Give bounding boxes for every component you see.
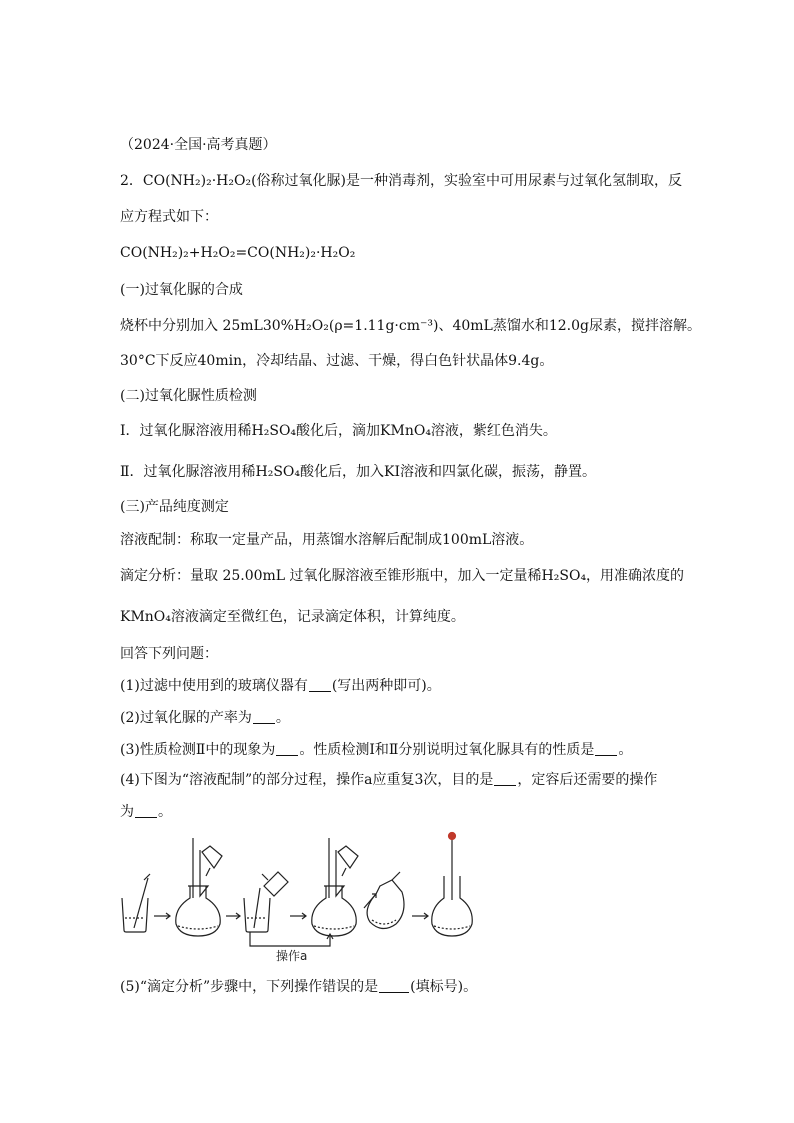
section-synthesis-heading: (一)过氧化脲的合成 <box>120 282 243 298</box>
answer-blank[interactable] <box>494 771 516 786</box>
arrow-icon <box>154 913 170 919</box>
questions-intro: 回答下列问题： <box>120 646 218 662</box>
tilted-flask-shaking <box>367 872 404 929</box>
answer-blank[interactable] <box>253 709 275 724</box>
sub-question-4-line1 <box>120 770 657 790</box>
volumetric-flask-with-funnel <box>176 838 222 936</box>
arrow-icon <box>290 913 306 919</box>
sub-question-4-mid: ，定容后还需要的操作 <box>517 772 658 788</box>
section-property-heading: (二)过氧化脲性质检测 <box>120 388 257 404</box>
sub-question-1-text: (1)过滤中使用到的玻璃仪器有 <box>120 678 308 694</box>
answer-blank[interactable] <box>379 978 409 993</box>
section-purity-heading: (三)产品纯度测定 <box>120 499 229 515</box>
question-2-stem-line1: 2．CO(NH₂)₂·H₂O₂(俗称过氧化脲)是一种消毒剂，实验室中可用尿素与过氧化氢制取，反 <box>120 173 682 189</box>
sub-question-5-text: (5)“滴定分析”步骤中，下列操作错误的是 <box>120 979 379 995</box>
solution-preparation-figure <box>118 828 478 968</box>
synthesis-step-1: 烧杯中分别加入 25mL30%H₂O₂(ρ=1.11g·cm⁻³)、40mL蒸馏水和12.0g尿素，搅拌溶解。 <box>120 318 701 334</box>
volumetric-flask-with-dropper <box>432 833 473 937</box>
beaker-with-rod <box>122 874 150 932</box>
arrow-icon <box>226 913 240 919</box>
volumetric-flask-with-funnel <box>312 838 358 936</box>
sub-question-3-text: (3)性质检测Ⅱ中的现象为 <box>120 742 276 758</box>
sub-question-2-tail: 。 <box>275 710 290 726</box>
sub-question-4-tail: 。 <box>158 804 172 820</box>
answer-blank[interactable] <box>309 677 331 692</box>
answer-blank[interactable] <box>276 741 298 756</box>
answer-blank[interactable] <box>595 741 617 756</box>
sub-question-3 <box>120 740 632 760</box>
arrow-icon <box>412 913 428 919</box>
sub-question-3-tail: 。 <box>618 742 633 758</box>
property-test-2: Ⅱ．过氧化脲溶液用稀H₂SO₄酸化后，加入KI溶液和四氯化碳，振荡，静置。 <box>120 464 597 480</box>
sub-question-1-tail: (写出两种即可)。 <box>331 678 441 694</box>
titration-analysis-line1: 滴定分析：量取 25.00mL 过氧化脲溶液至锥形瓶中，加入一定量稀H₂SO₄，用准确浓度的 <box>120 568 685 584</box>
operation-a-label: 操作a <box>276 949 308 963</box>
titration-analysis-line2: KMnO₄溶液滴定至微红色，记录滴定体积，计算纯度。 <box>120 609 465 625</box>
sub-question-1 <box>120 676 441 696</box>
sub-question-2-text: (2)过氧化脲的产率为 <box>120 710 252 726</box>
solution-preparation: 溶液配制：称取一定量产品，用蒸馏水溶解后配制成100mL溶液。 <box>120 532 534 548</box>
sub-question-4-text: (4)下图为“溶液配制”的部分过程，操作a应重复3次，目的是 <box>120 772 494 788</box>
sub-question-3-mid: 。性质检测I和Ⅱ分别说明过氧化脲具有的性质是 <box>299 742 595 758</box>
beaker-with-wash-bottle <box>244 872 288 932</box>
sub-question-2 <box>120 708 290 728</box>
source-line: （2024·全国·高考真题） <box>120 137 277 153</box>
sub-question-4-line2 <box>120 802 172 822</box>
property-test-1: I．过氧化脲溶液用稀H₂SO₄酸化后，滴加KMnO₄溶液，紫红色消失。 <box>120 423 557 439</box>
question-2-stem-line2: 应方程式如下： <box>120 209 218 225</box>
synthesis-step-2: 30°C下反应40min，冷却结晶、过滤、干燥，得白色针状晶体9.4g。 <box>120 353 554 369</box>
reaction-equation: CO(NH₂)₂+H₂O₂=CO(NH₂)₂·H₂O₂ <box>120 245 356 261</box>
sub-question-4-line2-text: 为 <box>120 804 134 820</box>
sub-question-5-tail: (填标号)。 <box>410 979 478 995</box>
sub-question-5 <box>120 977 477 997</box>
answer-blank[interactable] <box>135 803 157 818</box>
